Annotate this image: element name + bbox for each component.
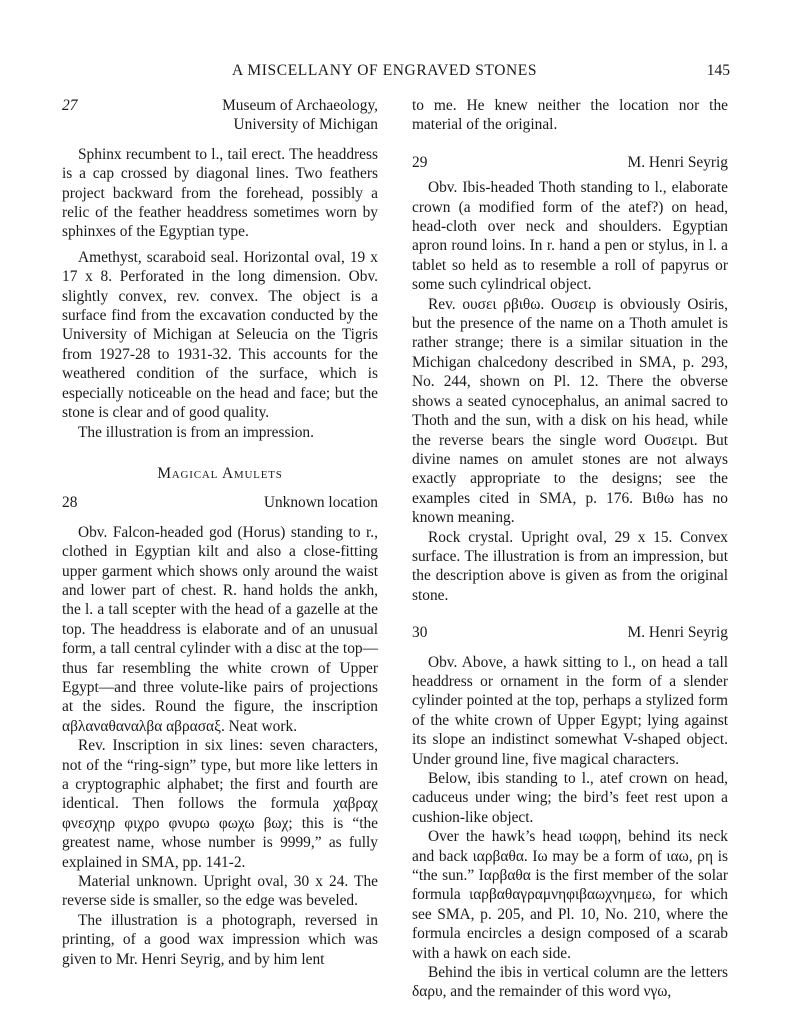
entry-27-paragraph-2: Amethyst, scaraboid seal. Horizontal oval, 19 x 17 x 8. Perforated in the long dimension. Obv. slightly convex, rev. convex. The object is a surface find from the excavation conducted by the University of Michigan at Seleucia on the Tigris from 1927-28 to 1931-32. This accounts for the weathered condition of the surface, which is especially noticeable on the head and face; but the stone is clear and of good quality. [62, 248, 378, 422]
entry-28-paragraph-4: The illustration is a photograph, reversed in printing, of a good wax impression which was given to Mr. Henri Seyrig, and by him lent [62, 911, 378, 968]
entry-28-paragraph-3: Material unknown. Upright oval, 30 x 24. The reverse side is smaller, so the edge was beveled. [62, 873, 378, 910]
entry-29-number: 29 [412, 153, 428, 171]
section-title-magical-amulets: Magical Amulets [157, 464, 283, 482]
entry-29-paragraph-3: Rock crystal. Upright oval, 29 x 15. Convex surface. The illustration is from an impression, but the description above is given as from the original stone. [412, 528, 728, 604]
entry-27-location-line2: University of Michigan [233, 116, 378, 134]
entry-30-paragraph-1: Obv. Above, a hawk sitting to l., on head a tall headdress or ornament in the form of a slender cylinder pointed at the top, perhaps a stylized form of the white crown of Upper Egypt; lying against its slope an indistinct somewhat V-shaped object. Under ground line, five magical characters. [412, 653, 728, 768]
page-number: 145 [706, 62, 730, 79]
entry-27-paragraph-3: The illustration is from an impression. [78, 423, 314, 441]
entry-28-heading [62, 493, 378, 512]
entry-30-paragraph-3: Over the hawk’s head ιωφρη, behind its neck and back ιαρβαθα. Ιω may be a form of ιαω, ρη is “the sun.” Ιαρβαθα is the first member of the solar formula ιαρβαθαγραμνηφιβαωχνημεω, for which see SMA, p. 205, and Pl. 10, No. 210, where the formula encircles a design composed of a scarab with a hawk on each side. [412, 828, 728, 962]
right-column [412, 96, 728, 1002]
entry-30-heading [412, 623, 728, 642]
entry-27-location [222, 96, 378, 135]
entry-30-location: M. Henri Seyrig [627, 624, 728, 642]
entry-27-heading [62, 96, 378, 135]
entry-30-paragraph-2: Below, ibis standing to l., atef crown on head, caduceus under wing; the bird’s feet rest upon a cushion-like object. [412, 770, 728, 826]
entry-29-location: M. Henri Seyrig [627, 153, 728, 171]
entry-27-paragraph-1: Sphinx recumbent to l., tail erect. The headdress is a cap crossed by diagonal lines. Two feathers project backward from the forehead, possibly a relic of the feather headdress sometimes worn by sphinxes of the Egyptian type. [62, 145, 378, 241]
continuation-paragraph: to me. He knew neither the location nor the material of the original. [412, 97, 728, 134]
entry-29-paragraph-1: Obv. Ibis-headed Thoth standing to l., elaborate crown (a modified form of the atef?) on head, head-cloth over neck and shoulders. Egyptian apron round loins. In r. hand a pen or stylus, in l. a tablet so held as to resemble a roll of papyrus or some such cylindrical object. [412, 179, 728, 294]
left-column [62, 96, 378, 969]
entry-30-number: 30 [412, 624, 428, 642]
entry-29-heading [412, 153, 728, 172]
entry-28-number: 28 [62, 494, 78, 512]
entry-28-paragraph-2: Rev. Inscription in six lines: seven characters, not of the “ring-sign” type, but more like letters in a cryptographic alphabet; the first and fourth are identical. Then follows the formula χαβραχ φνεσχηρ φιχρο φνυρω φωχω βωχ; this is “the greatest name, whose number is 9999,” as fully explained in SMA, pp. 141-2. [62, 737, 378, 871]
running-title: A MISCELLANY OF ENGRAVED STONES [232, 62, 538, 79]
entry-28-location: Unknown location [263, 494, 378, 512]
entry-27-number: 27 [62, 97, 78, 114]
entry-30-paragraph-4: Behind the ibis in vertical column are the letters δαρυ, and the remainder of this word νγω, [412, 964, 728, 1001]
running-header [62, 62, 730, 84]
entry-27-location-line1: Museum of Archaeology, [222, 97, 378, 114]
entry-28-paragraph-1: Obv. Falcon-headed god (Horus) standing to r., clothed in Egyptian kilt and also a close-fitting upper garment which shows only around the waist and lower part of chest. R. hand holds the ankh, the l. a tall scepter with the head of a gazelle at the top. The headdress is elaborate and of an unusual form, a tall central cylinder with a disc at the top—thus far resembling the white crown of Upper Egypt—and three volute-like pairs of projections at the sides. Round the figure, the inscription αβλαναθαναλβα αβρασαξ. Neat work. [62, 523, 378, 735]
entry-29-paragraph-2: Rev. ουσει ρβιθω. Ουσειρ is obviously Osiris, but the presence of the name on a Thoth amulet is rather strange; there is a similar situation in the Michigan chalcedony described in SMA, p. 293, No. 244, shown on Pl. 12. There the obverse shows a seated cynocephalus, an animal sacred to Thoth and the sun, with a disk on his head, while the reverse bears the single word Ουσειρι. But divine names on amulet stones are not always exactly appropriate to the designs; see the examples cited in SMA, p. 176. Βιθω has no known meaning. [412, 295, 728, 527]
